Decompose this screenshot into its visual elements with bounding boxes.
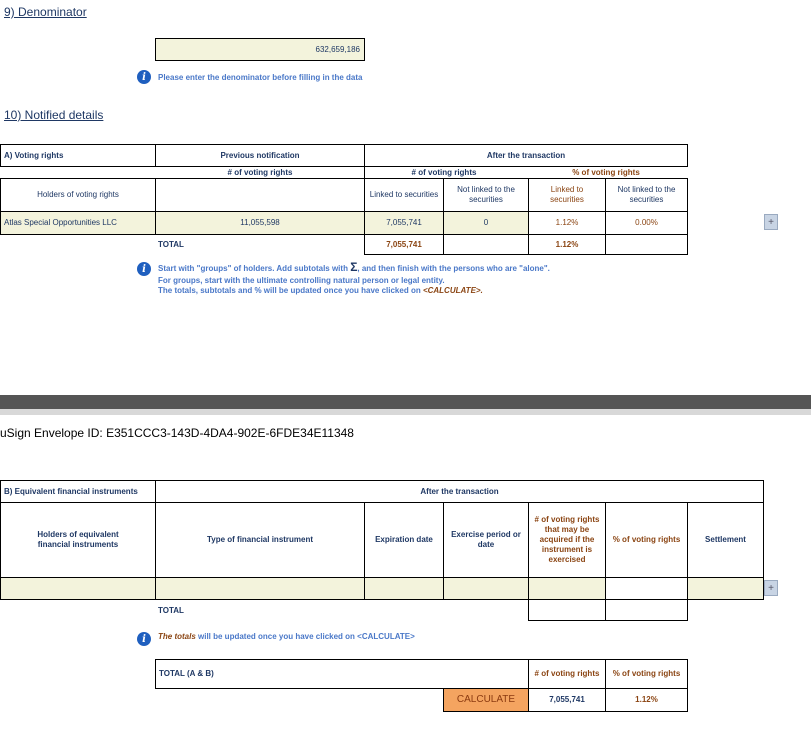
pct-linked-cell: 1.12% — [528, 211, 606, 235]
b-total-label: TOTAL — [158, 606, 184, 615]
b-type-cell[interactable] — [155, 577, 365, 600]
total-ab-num-header: # of voting rights — [528, 659, 606, 689]
total-ab-pct-cell: 1.12% — [605, 688, 688, 712]
groups-note-line1: Start with "groups" of holders. Add subtotals with — [158, 264, 351, 273]
total-linked-cell: 7,055,741 — [364, 234, 444, 255]
info-icon: i — [137, 632, 151, 646]
envelope-id: uSign Envelope ID: E351CCC3-143D-4DA4-902E-6FDE34E11348 — [0, 426, 354, 440]
b-pct-cell — [605, 577, 688, 600]
totals-note-emphasis: The totals — [158, 632, 196, 641]
calculate-button[interactable]: CALCULATE — [443, 688, 529, 712]
col-pct-linked: Linked to securities — [528, 178, 606, 212]
b-expiration-cell[interactable] — [364, 577, 444, 600]
after-transaction-header: After the transaction — [364, 144, 688, 167]
total-ab-num-cell: 7,055,741 — [528, 688, 606, 712]
col-expiration-date: Expiration date — [364, 502, 444, 578]
section-denominator-title: 9) Denominator — [4, 5, 87, 19]
total-ab-pct-header: % of voting rights — [605, 659, 688, 689]
groups-note — [158, 260, 550, 296]
totals-note — [158, 632, 415, 642]
info-icon: i — [137, 70, 151, 84]
total-pct-not-linked-cell — [605, 234, 688, 255]
col-holders-equivalent: Holders of equivalent financial instruments — [0, 502, 156, 578]
col-pct-not-linked: Not linked to the securities — [605, 178, 688, 212]
b-holder-cell[interactable] — [0, 577, 156, 600]
col-not-linked-securities: Not linked to the securities — [443, 178, 529, 212]
table-b-after-header: After the transaction — [155, 480, 764, 503]
total-ab-label: TOTAL (A & B) — [155, 659, 529, 689]
previous-notification-header: Previous notification — [155, 144, 365, 167]
table-a-blank-cell — [155, 178, 365, 212]
groups-note-line3: The totals, subtotals and % will be updated once you have clicked on — [158, 285, 423, 295]
col-settlement: Settlement — [687, 502, 764, 578]
linked-securities-cell[interactable]: 7,055,741 — [364, 211, 444, 235]
groups-note-line1-end: , and then finish with the persons who are "alone". — [357, 264, 550, 273]
b-total-num-cell — [528, 599, 606, 621]
total-label: TOTAL — [158, 240, 184, 249]
b-total-pct-cell — [605, 599, 688, 621]
after-voting-rights-subheader: # of voting rights — [411, 168, 477, 177]
table-a-corner: A) Voting rights — [0, 144, 156, 167]
col-pct-voting-rights: % of voting rights — [605, 502, 688, 578]
b-exercise-cell[interactable] — [443, 577, 529, 600]
section-notified-details-title: 10) Notified details — [4, 108, 104, 122]
not-linked-securities-cell[interactable]: 0 — [443, 211, 529, 235]
page-divider — [0, 395, 811, 409]
col-voting-rights-acquired: # of voting rights that may be acquired if the instrument is exercised — [528, 502, 606, 578]
holder-name-cell[interactable]: Atlas Special Opportunities LLC — [0, 211, 156, 235]
table-b-corner: B) Equivalent financial instruments — [0, 480, 156, 503]
add-row-button[interactable]: + — [764, 214, 778, 230]
sigma-icon: Σ — [350, 260, 358, 274]
after-percent-subheader: % of voting rights — [572, 168, 640, 177]
page-divider-shadow — [0, 409, 811, 415]
denominator-note: Please enter the denominator before filling in the data — [158, 73, 363, 82]
calculate-ref: <CALCULATE>. — [422, 285, 483, 295]
add-row-button-b[interactable]: + — [764, 580, 778, 596]
pct-not-linked-cell: 0.00% — [605, 211, 688, 235]
info-icon: i — [137, 262, 151, 276]
totals-note-text: will be updated once you have clicked on <CALCULATE> — [195, 632, 415, 641]
b-voting-rights-cell[interactable] — [528, 577, 606, 600]
col-instrument-type: Type of financial instrument — [155, 502, 365, 578]
total-pct-linked-cell: 1.12% — [528, 234, 606, 255]
denominator-input[interactable]: 632,659,186 — [155, 38, 365, 61]
col-exercise-period: Exercise period or date — [443, 502, 529, 578]
groups-note-line2: For groups, start with the ultimate controlling natural person or legal entity. — [158, 275, 445, 285]
previous-voting-rights-subheader: # of voting rights — [227, 168, 293, 177]
prev-voting-rights-cell[interactable]: 11,055,598 — [155, 211, 365, 235]
col-linked-securities: Linked to securities — [364, 178, 444, 212]
b-settlement-cell[interactable] — [687, 577, 764, 600]
holders-label: Holders of voting rights — [0, 178, 156, 212]
total-not-linked-cell — [443, 234, 529, 255]
